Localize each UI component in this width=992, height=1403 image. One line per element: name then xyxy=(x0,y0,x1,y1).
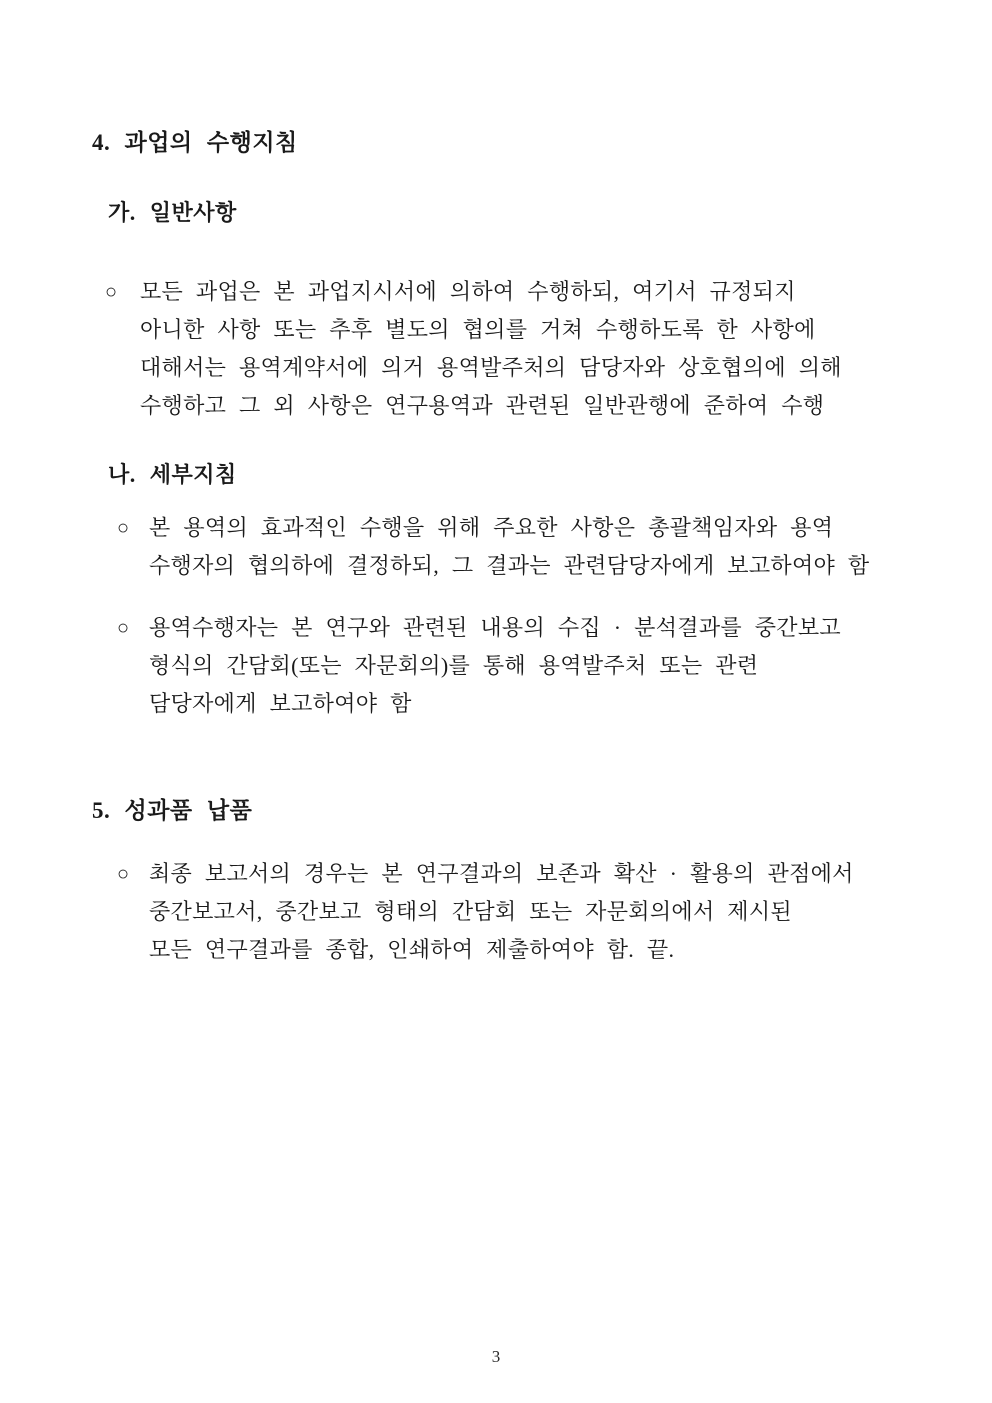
bullet-text xyxy=(149,509,973,585)
text-line: 대해서는 용역계약서에 의거 용역발주처의 담당자와 상호협의에 의해 xyxy=(140,355,842,380)
bullet-paragraph-detail-1 xyxy=(117,509,973,585)
section-5-heading: 5. 성과품 납품 xyxy=(92,798,253,823)
text-line: 형식의 간담회(또는 자문회의)를 통해 용역발주처 또는 관련 xyxy=(149,653,759,678)
section-4-heading: 4. 과업의 수행지침 xyxy=(92,130,298,155)
text-line: 본 용역의 효과적인 수행을 위해 주요한 사항은 총괄책임자와 용역 xyxy=(149,515,834,540)
text-line: 아니한 사항 또는 추후 별도의 협의를 거쳐 수행하도록 한 사항에 xyxy=(140,317,816,342)
bullet-text xyxy=(149,609,973,723)
bullet-marker: ○ xyxy=(117,617,130,639)
text-line: 수행하고 그 외 사항은 연구용역과 관련된 일반관행에 준하여 수행 xyxy=(140,393,825,418)
page-number: 3 xyxy=(491,1347,501,1366)
subsection-ga-heading: 가. 일반사항 xyxy=(108,200,237,225)
bullet-paragraph-general xyxy=(105,273,965,425)
text-line: 모든 연구결과를 종합, 인쇄하여 제출하여야 함. 끝. xyxy=(149,937,675,962)
bullet-paragraph-detail-2 xyxy=(117,609,973,723)
bullet-text xyxy=(149,855,973,969)
bullet-marker: ○ xyxy=(105,281,118,303)
text-line: 용역수행자는 본 연구와 관련된 내용의 수집 · 분석결과를 중간보고 xyxy=(149,615,841,640)
bullet-marker: ○ xyxy=(117,517,130,539)
text-line: 중간보고서, 중간보고 형태의 간담회 또는 자문회의에서 제시된 xyxy=(149,899,792,924)
subsection-na-heading: 나. 세부지침 xyxy=(108,462,237,487)
bullet-marker: ○ xyxy=(117,863,130,885)
text-line: 담당자에게 보고하여야 함 xyxy=(149,691,412,716)
text-line: 수행자의 협의하에 결정하되, 그 결과는 관련담당자에게 보고하여야 함 xyxy=(149,553,870,578)
text-line: 최종 보고서의 경우는 본 연구결과의 보존과 확산 · 활용의 관점에서 xyxy=(149,861,854,886)
bullet-text xyxy=(140,273,965,425)
bullet-paragraph-deliverable xyxy=(117,855,973,969)
text-line: 모든 과업은 본 과업지시서에 의하여 수행하되, 여기서 규정되지 xyxy=(140,279,796,304)
